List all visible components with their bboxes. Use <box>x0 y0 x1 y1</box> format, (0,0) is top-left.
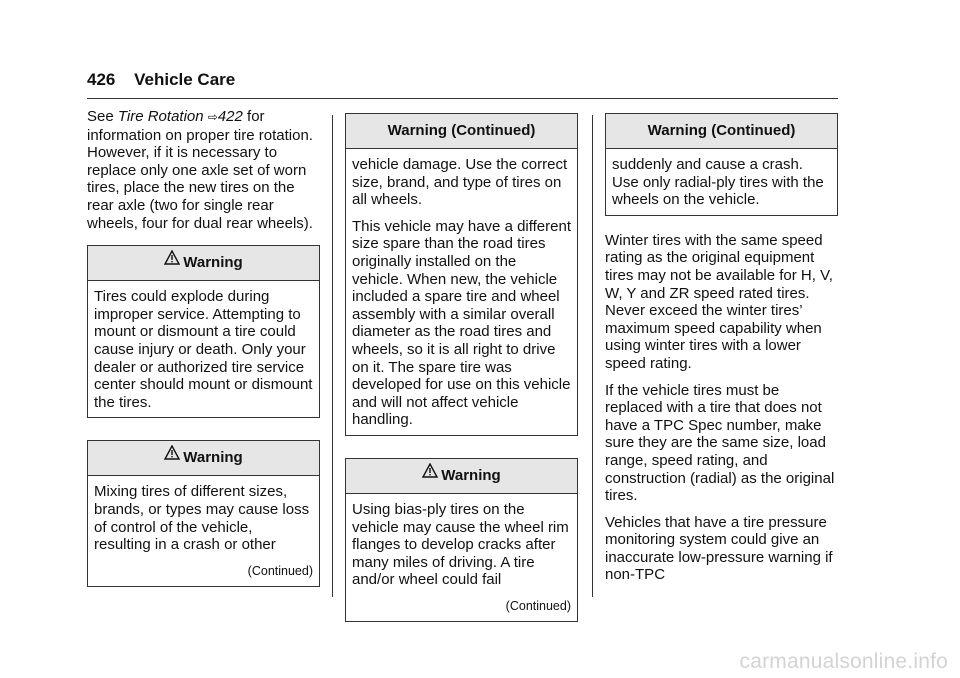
page-ref-number[interactable]: 422 <box>217 108 243 125</box>
warning-header <box>88 246 319 281</box>
warning-header: Warning (Continued) <box>346 114 577 149</box>
warning-body: Using bias-ply tires on the vehicle may cause the wheel rim flanges to develop cracks after many miles of driving. A tire and/or wheel could fail (Continued) <box>346 494 577 622</box>
column-2 <box>345 113 578 644</box>
continued-label: (Continued) <box>247 563 313 578</box>
column-divider-2 <box>592 115 593 597</box>
tire-rotation-link[interactable]: Tire Rotation <box>117 108 204 125</box>
page-header <box>87 70 235 90</box>
warning-title: Warning <box>183 254 243 272</box>
warning-triangle-icon <box>422 457 438 491</box>
warning-box-continued <box>605 113 838 216</box>
warning-triangle-icon <box>164 439 180 473</box>
warning-body: Mixing tires of different sizes, brands, or types may cause loss of control of the vehicle, resulting in a crash or other (Continued) <box>88 476 319 586</box>
warning-triangle-icon <box>164 244 180 278</box>
warning-title: Warning <box>441 466 501 484</box>
warning-body: suddenly and cause a crash. Use only radial-ply tires with the wheels on the vehicle. <box>612 156 824 209</box>
continued-label: (Continued) <box>505 598 571 613</box>
warning-body: Tires could explode during improper service. Attempting to mount or dismount a tire could cause injury or death. Only your dealer or authorized tire service center should mount or dismount the tires. <box>94 288 313 411</box>
warning-box-bias-ply <box>345 458 578 623</box>
warning-header: Warning (Continued) <box>606 114 837 149</box>
page-number: 426 <box>87 70 116 89</box>
warning-box-explode <box>87 245 320 418</box>
page-ref-arrow-icon: ⇨ <box>207 110 218 124</box>
warning-box-mixing <box>87 440 320 587</box>
column-3 <box>605 113 838 593</box>
header-rule <box>87 98 838 99</box>
column-1 <box>87 108 320 609</box>
warning-box-continued <box>345 113 578 436</box>
watermark: carmanualsonline.info <box>739 650 948 673</box>
column-divider-1 <box>332 115 333 597</box>
tpms-paragraph: Vehicles that have a tire pressure monitoring system could give an inaccurate low-pressure warning if non-TPC <box>605 513 833 584</box>
winter-tires-paragraph: Winter tires with the same speed rating as the original equipment tires may not be available for H, V, W, Y and ZR speed rated tires. Never exceed the winter tires’ maximum speed capability when using winter tires with a lower speed rating. <box>605 231 833 372</box>
warning-header <box>88 441 319 476</box>
tpc-spec-paragraph: If the vehicle tires must be replaced with a tire that does not have a TPC Spec number, make sure they are the same size, load range, speed rating, and construction (radial) as the original tires. <box>605 381 835 505</box>
warning-title: Warning <box>183 449 243 467</box>
warning-body: vehicle damage. Use the correct size, brand, and type of tires on all wheels. This vehicle may have a different size spare than the road tires originally installed on the vehicle. When new, the vehicle included a spare tire and wheel assembly with a similar overall diameter as the road tires and wheels, so it is all right to drive on it. The spare tire was developed for use on this vehicle and will not affect vehicle handling. <box>352 156 572 429</box>
warning-header <box>346 459 577 494</box>
intro-paragraph: See Tire Rotation ⇨422 for information on proper tire rotation. However, if it is necessary to replace only one axle set of worn tires, place the new tires on the rear axle (two for single rear wheels, four for dual rear wheels). <box>87 108 313 232</box>
section-title: Vehicle Care <box>134 70 236 89</box>
